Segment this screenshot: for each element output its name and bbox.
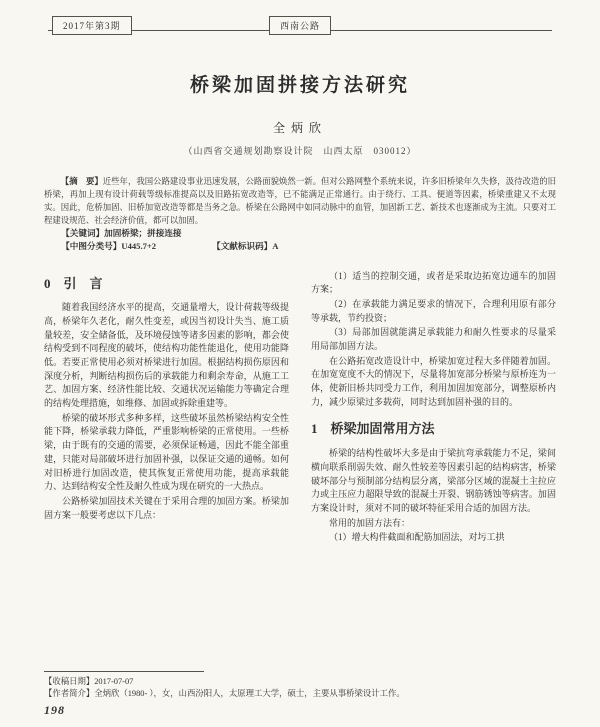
abstract-text: 近些年，我国公路建设事业迅速发展，公路面貌焕然一新。但对公路网整个系统来说，许多旧桥梁年久失修，汲待改造的旧桥梁，再加上现有设计荷载等级标准提高以及旧路拓宽改造等，已不能满足正常通行。由于绕行、工具、便道等因素，桥梁重建又不太现实。因此，危桥加固、旧桥加宽改造等都是当务之急。桥梁在公路网中如同动脉中的血管，加固新工艺、新技术也逐渐成为主流。只要对工程建设规范、社会经济价值，都可以加固。 — [44, 177, 556, 226]
list-item: （1）适当的控制交通，或者是采取边拓宽边通车的加固方案； — [311, 270, 556, 295]
doc-value: A — [272, 241, 279, 252]
right-column — [311, 270, 556, 546]
journal-name: 西南公路 — [269, 16, 331, 35]
paragraph: 公路桥梁加固技术关键在于采用合理的加固方案。桥梁加固方案一般要考虑以下几点： — [44, 495, 289, 520]
clc-label: 【中图分类号】 — [61, 241, 122, 252]
left-column — [44, 270, 289, 546]
received-date: 【收稿日期】2017-07-07 — [44, 676, 134, 686]
paragraph: 桥梁的破坏形式多种多样，这些破坏虽然桥梁结构安全性能下降，桥梁承载力降低，严重影响桥梁的正常使用。一些桥梁，由于既有的交通的需要，必须保证畅通，因此不能全部重建，只能对局部破坏进行加固补强，以保证交通的通畅。如何对旧桥进行加固改造，使其恢复正常使用功能，提高承载能力、达到结构安全性及耐久性成为现在研究的一大热点。 — [44, 412, 289, 492]
abstract — [44, 175, 556, 227]
doc-code — [212, 240, 278, 253]
journal-issue: 2017年第3期 — [52, 16, 132, 35]
clc-code — [61, 240, 156, 253]
keywords-text: 加固桥梁；拼接连接 — [104, 228, 182, 239]
list-item: （2）在承载能力满足要求的情况下，合理利用原有部分等承载，节约投资； — [311, 299, 556, 323]
page-number: 198 — [44, 703, 65, 717]
doc-label: 【文献标识码】 — [212, 241, 273, 252]
footer-separator — [44, 671, 204, 672]
affiliation: （山西省交通规划勘察设计院 山西太原 030012） — [183, 146, 417, 156]
abstract-label: 【摘 要】 — [60, 177, 103, 186]
keywords-line — [44, 227, 556, 240]
author-name: 全炳欣 — [272, 121, 327, 135]
paragraph: 在公路拓宽改造设计中，桥梁加宽过程大多伴随着加固。在加宽宽度不大的情况下，尽量将加宽部分桥梁与原桥连为一体，使新旧桥共同受力工作，利用加固加宽部分，调整原桥内力，减少原梁过多载荷，同时达到加固补强的目的。 — [311, 355, 556, 407]
keywords-label: 【关键词】 — [61, 228, 105, 239]
clc-value: U445.7+2 — [121, 241, 157, 252]
section-1-heading: 1 桥梁加固常用方法 — [311, 421, 435, 437]
paragraph: 随着我国经济水平的提高，交通量增大，设计荷载等级提高，桥梁年久老化，耐久性变差，或因当初设计失当、施工质量较差，安全储备低，及环境侵蚀等诸多因素的影响，都会使结构受到不同程度的破坏，使结构功能性能退化，使用功能降低。若要正常使用必须对桥梁进行加固。根据结构损伤原因和深度分析，判断结构损伤后的承载能力和剩余寿命，从施工工艺、加固方案、经济性能比较、交通状况运输能力等确定合理的结构处理措施，如维修、加固或拆除重建等。 — [44, 302, 289, 409]
paragraph: 常用的加固方法有： — [329, 517, 411, 528]
paper-title: 桥梁加固拼接方法研究 — [189, 75, 410, 96]
meta-block — [44, 175, 556, 254]
classification-line — [44, 240, 556, 253]
section-0-heading: 0 引 言 — [44, 275, 103, 291]
body-columns — [44, 270, 556, 546]
author-bio: 【作者简介】全炳欣（1980- ），女，山西汾阳人，太原理工大学，硕士，主要从事桥梁设计工作。 — [44, 689, 405, 699]
list-item: （3）局部加固就能满足承载能力和耐久性要求的尽量采用局部加固方法。 — [311, 327, 556, 352]
journal-header — [48, 14, 552, 40]
paragraph: （1）增大构件截面和配筋加固法，对圬工拱 — [329, 532, 505, 543]
paragraph: 桥梁的结构性破坏大多是由于梁抗弯承载能力不足，梁间横向联系削弱失效、耐久性较差等因素引起的结构病害，桥梁破坏部分与预制部分结构层分离，梁部分区域的混凝土主拉应力或主压应力超限导致的混凝土开裂、钢筋锈蚀等病害。加固方案设计时，须对不同的破坏特征采用合适的加固方法。 — [311, 448, 556, 513]
paper-footer — [44, 671, 556, 719]
